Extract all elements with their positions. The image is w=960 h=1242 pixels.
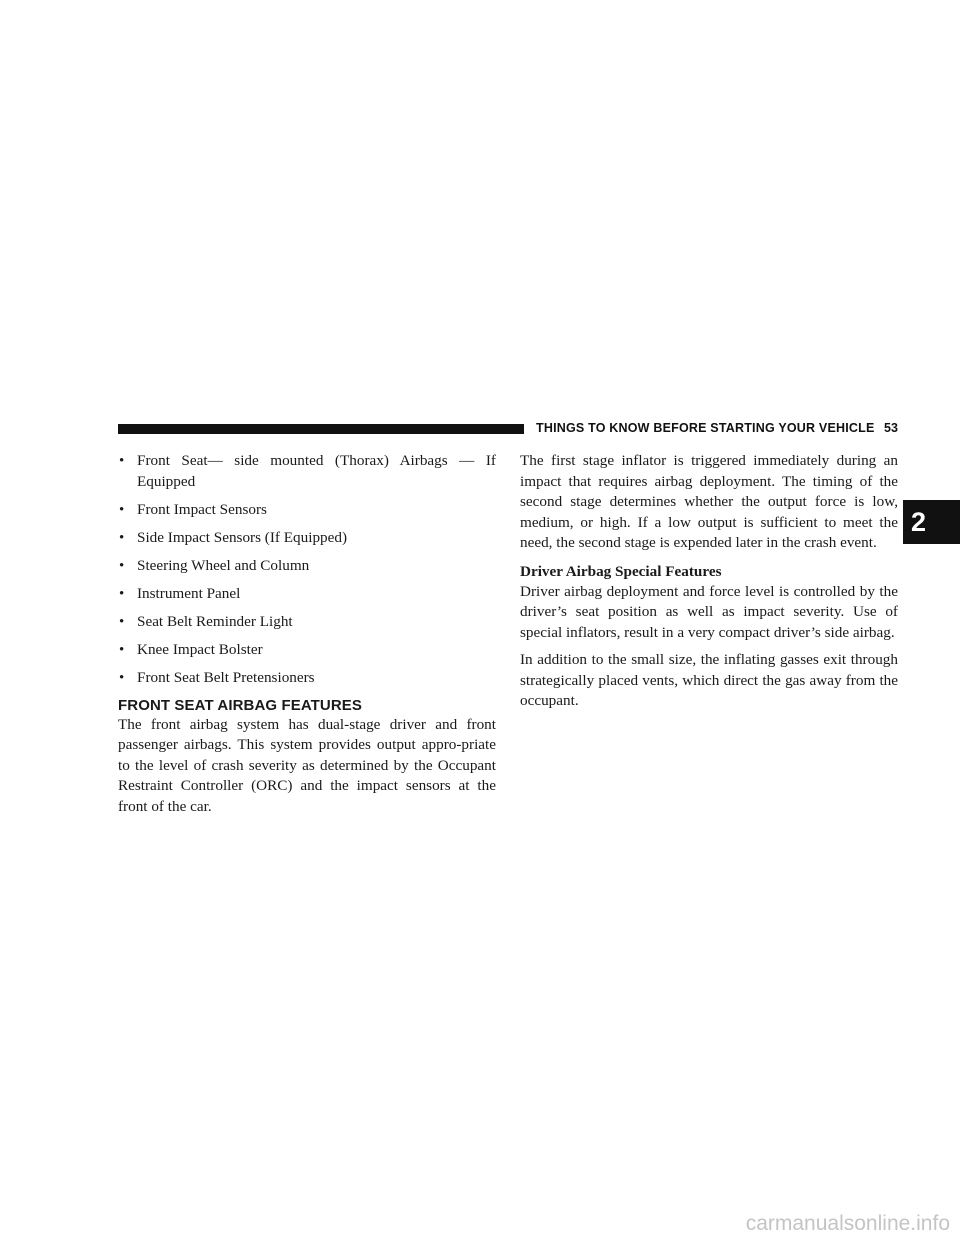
bullet-icon: • [119, 585, 125, 602]
driver-airbag-paragraph: Driver airbag deployment and force level is controlled by the driver’s seat position as well as impact severity. Use of special inflators, result in a very compact driver’s side airbag. [520, 582, 898, 641]
list-item-text: Front Seat Belt Pretensioners [137, 668, 315, 686]
bullet-icon: • [119, 501, 125, 518]
sub-heading: Driver Airbag Special Features [520, 562, 722, 580]
bullet-icon: • [119, 613, 125, 630]
list-item [118, 500, 496, 521]
running-header-title: THINGS TO KNOW BEFORE STARTING YOUR VEHICLE [536, 421, 875, 435]
list-item-text: Seat Belt Reminder Light [137, 612, 293, 630]
list-item [118, 451, 496, 492]
left-column [118, 451, 496, 824]
list-item [118, 584, 496, 605]
section-paragraph: The front airbag system has dual-stage driver and front passenger airbags. This system provides output appro-priate to the level of crash severity as determined by the Occupant Restraint Controller (ORC) and the impact sensors at the front of the car. [118, 715, 496, 815]
list-item [118, 612, 496, 633]
bullet-icon: • [119, 557, 125, 574]
list-item-text: Steering Wheel and Column [137, 556, 310, 574]
component-bullet-list [118, 451, 496, 688]
section-heading: FRONT SEAT AIRBAG FEATURES [118, 696, 362, 714]
bullet-icon: • [119, 453, 125, 469]
list-item [118, 528, 496, 549]
page-number: 53 [884, 421, 898, 435]
list-item-text: Side Impact Sensors (If Equipped) [137, 528, 348, 546]
vents-paragraph: In addition to the small size, the inflating gasses exit through strategically placed vents, which direct the gas away from the occupant. [520, 651, 898, 709]
watermark: carmanualsonline.info [745, 1212, 950, 1235]
bullet-icon: • [119, 669, 125, 686]
list-item-text: Knee Impact Bolster [137, 640, 263, 658]
right-column [520, 451, 898, 719]
bullet-icon: • [119, 641, 125, 658]
chapter-tab: 2 [903, 500, 960, 544]
list-item-text: Front Seat— side mounted (Thorax) Airbags — If Equipped [137, 452, 496, 490]
inflator-paragraph: The first stage inflator is triggered immediately during an impact that requires airbag deployment. The timing of the second stage determines whether the output force is low, medium, or high. If a low output is sufficient to meet the need, the second stage is expended later in the crash event. [520, 452, 898, 551]
list-item-text: Front Impact Sensors [137, 500, 267, 518]
list-item [118, 640, 496, 661]
list-item-text: Instrument Panel [137, 584, 241, 602]
header-rule [118, 424, 524, 434]
list-item [118, 668, 496, 689]
list-item [118, 556, 496, 577]
bullet-icon: • [119, 529, 125, 546]
